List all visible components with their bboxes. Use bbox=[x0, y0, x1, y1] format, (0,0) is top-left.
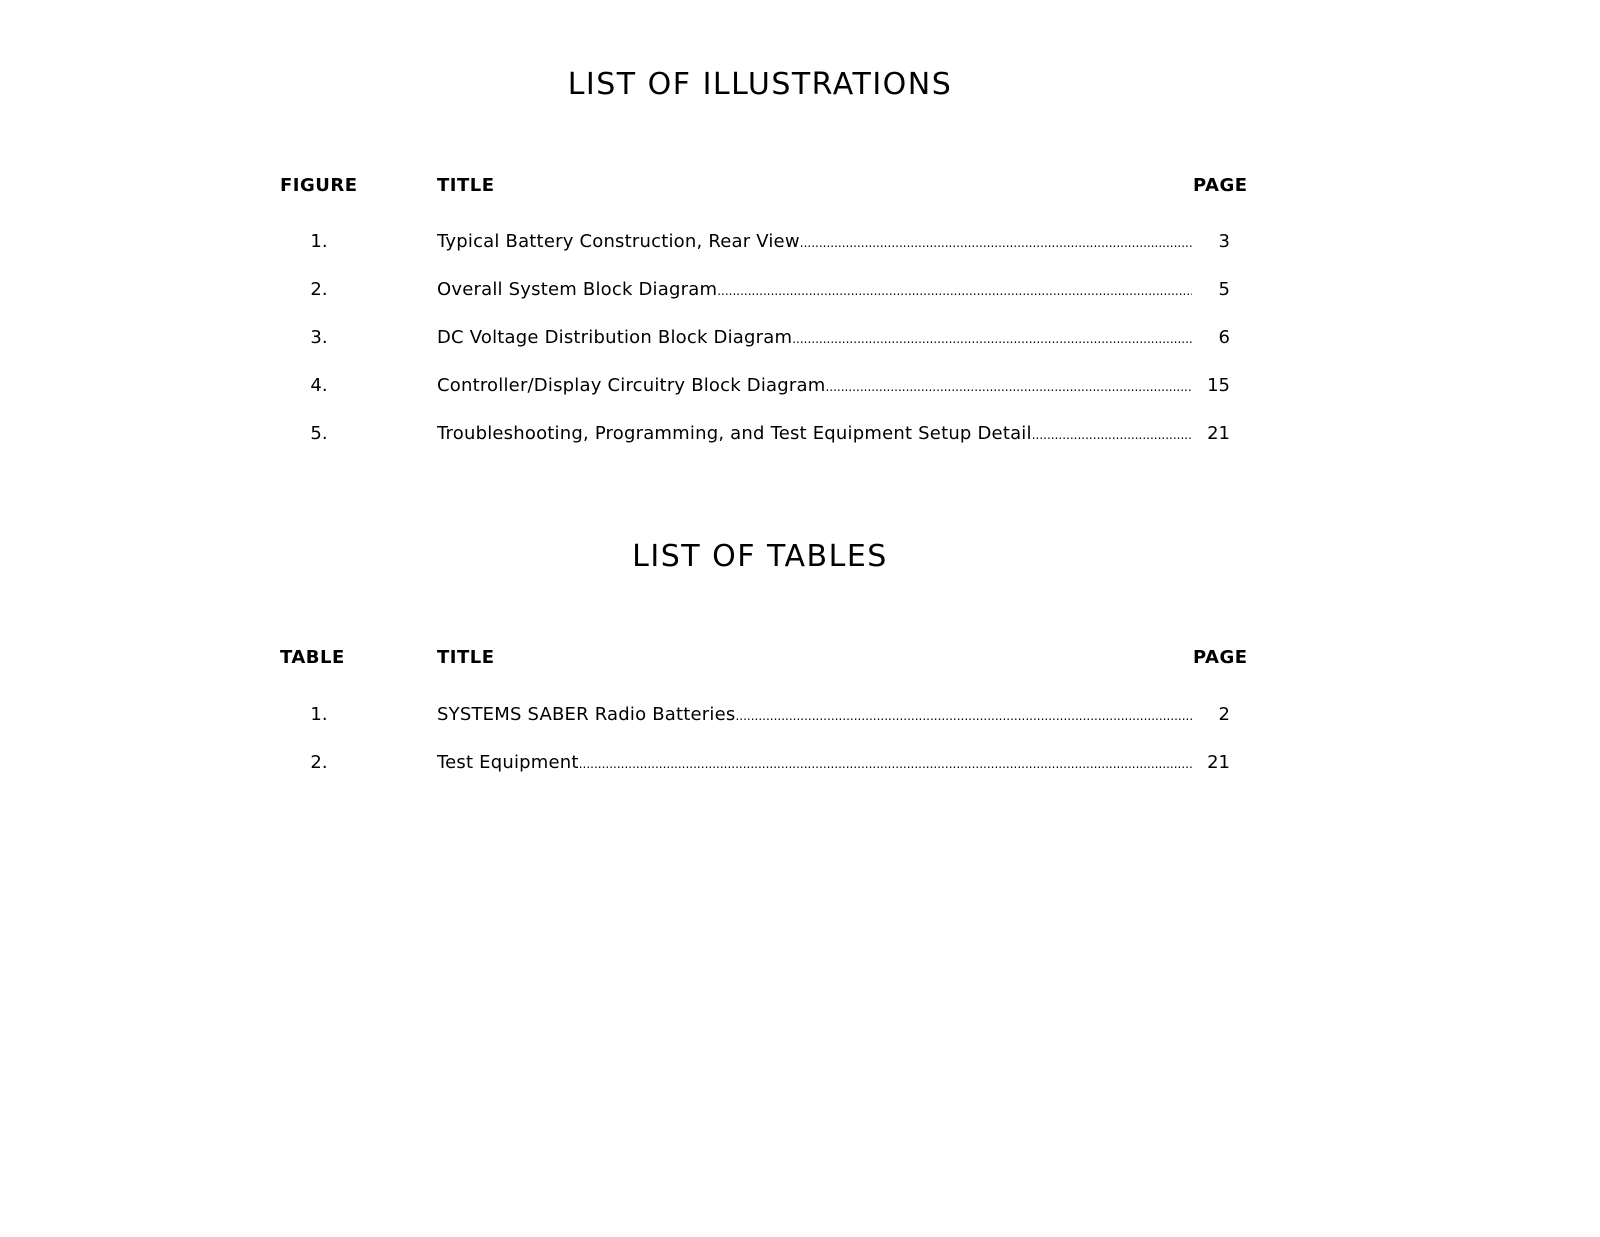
illustration-entry-4[interactable] bbox=[0, 374, 1600, 398]
illustration-entry-3[interactable] bbox=[0, 326, 1600, 350]
entry-number: 1. bbox=[310, 704, 328, 725]
title-column-header: TITLE bbox=[437, 175, 495, 196]
dot-leader bbox=[1032, 423, 1192, 447]
entry-number: 4. bbox=[310, 375, 328, 396]
table-entry-1[interactable] bbox=[0, 703, 1600, 727]
illustration-entry-2[interactable] bbox=[0, 278, 1600, 302]
illustrations-heading: LIST OF ILLUSTRATIONS bbox=[567, 67, 953, 102]
entry-page: 2 bbox=[1218, 704, 1230, 725]
entry-leader-line bbox=[437, 230, 1192, 255]
entry-title: Typical Battery Construction, Rear View bbox=[437, 231, 800, 252]
entry-leader-line bbox=[437, 422, 1192, 447]
entry-number: 5. bbox=[310, 423, 328, 444]
entry-title: SYSTEMS SABER Radio Batteries bbox=[437, 704, 736, 725]
entry-number: 1. bbox=[310, 231, 328, 252]
entry-title: Overall System Block Diagram bbox=[437, 279, 718, 300]
table-entry-2[interactable] bbox=[0, 751, 1600, 775]
title-column-header: TITLE bbox=[437, 647, 495, 668]
entry-number: 3. bbox=[310, 327, 328, 348]
tables-heading: LIST OF TABLES bbox=[632, 539, 888, 574]
figure-column-header: FIGURE bbox=[280, 175, 358, 196]
dot-leader bbox=[579, 752, 1192, 776]
entry-leader-line bbox=[437, 703, 1192, 728]
entry-title: DC Voltage Distribution Block Diagram bbox=[437, 327, 793, 348]
entry-title: Controller/Display Circuitry Block Diagram bbox=[437, 375, 826, 396]
entry-page: 5 bbox=[1218, 279, 1230, 300]
dot-leader bbox=[792, 327, 1192, 351]
entry-title: Troubleshooting, Programming, and Test Equipment Setup Detail bbox=[437, 423, 1032, 444]
table-column-header: TABLE bbox=[280, 647, 345, 668]
entry-page: 21 bbox=[1207, 423, 1230, 444]
dot-leader bbox=[800, 231, 1192, 255]
dot-leader bbox=[735, 704, 1192, 728]
page-column-header: PAGE bbox=[1193, 175, 1248, 196]
entry-page: 3 bbox=[1218, 231, 1230, 252]
entry-page: 21 bbox=[1207, 752, 1230, 773]
entry-leader-line bbox=[437, 326, 1192, 351]
dot-leader bbox=[825, 375, 1192, 399]
dot-leader bbox=[717, 279, 1192, 303]
entry-leader-line bbox=[437, 374, 1192, 399]
entry-number: 2. bbox=[310, 752, 328, 773]
entry-leader-line bbox=[437, 278, 1192, 303]
entry-page: 15 bbox=[1207, 375, 1230, 396]
page-column-header: PAGE bbox=[1193, 647, 1248, 668]
illustration-entry-5[interactable] bbox=[0, 422, 1600, 446]
entry-number: 2. bbox=[310, 279, 328, 300]
entry-page: 6 bbox=[1218, 327, 1230, 348]
illustration-entry-1[interactable] bbox=[0, 230, 1600, 254]
entry-title: Test Equipment bbox=[437, 752, 579, 773]
entry-leader-line bbox=[437, 751, 1192, 776]
